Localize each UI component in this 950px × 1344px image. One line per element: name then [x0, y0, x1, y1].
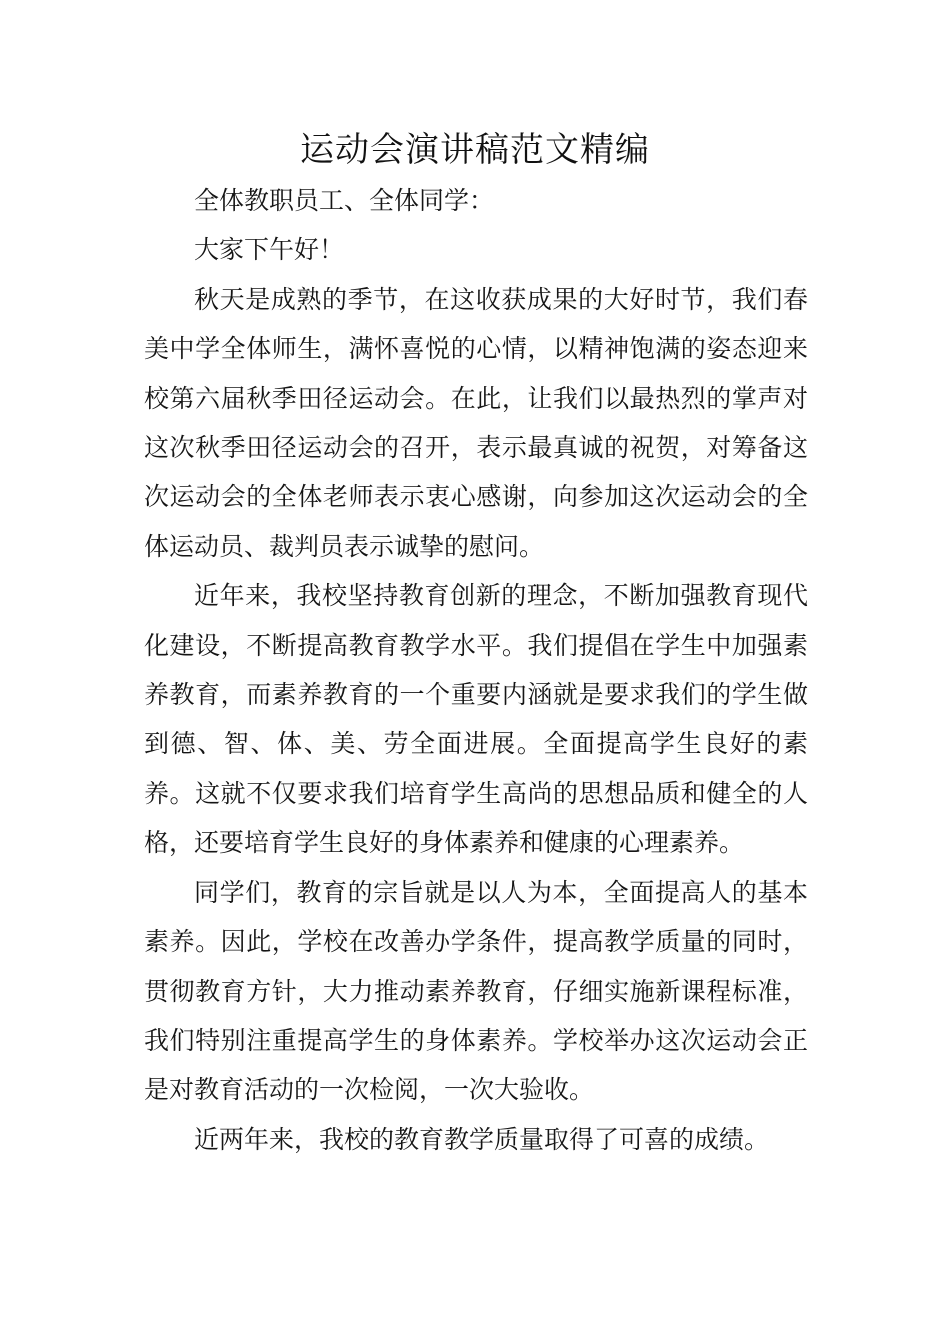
greeting-paragraph: 大家下午好！: [194, 235, 345, 265]
body-paragraph-1: 秋天是成熟的季节，在这收获成果的大好时节，我们春美中学全体师生，满怀喜悦的心情，以精神饱满的姿态迎来校第六届秋季田径运动会。在此，让我们以最热烈的掌声对这次秋季田径运动会的召开，表示最真诚的祝贺，对筹备这次运动会的全体老师表示衷心感谢，向参加这次运动会的全体运动员、裁判员表示诚挚的慰问。: [144, 284, 808, 561]
salutation-paragraph: 全体教职员工、全体同学：: [194, 186, 495, 215]
body-paragraph-3: 同学们，教育的宗旨就是以人为本，全面提高人的基本素养。因此，学校在改善办学条件，提高教学质量的同时，贯彻教育方针，大力推动素养教育，仔细实施新课程标准，我们特别注重提高学生的身体素养。学校举办这次运动会正是对教育活动的一次检阅，一次大验收。: [144, 877, 808, 1105]
body-paragraph-4: 近两年来，我校的教育教学质量取得了可喜的成绩。: [194, 1124, 770, 1154]
document-title: 运动会演讲稿范文精编: [300, 130, 650, 170]
document-body: [144, 176, 808, 1164]
body-paragraph-2: 近年来，我校坚持教育创新的理念，不断加强教育现代化建设，不断提高教育教学水平。我们提倡在学生中加强素养教育，而素养教育的一个重要内涵就是要求我们的学生做到德、智、体、美、劳全面进展。全面提高学生良好的素养。这就不仅要求我们培育学生高尚的思想品质和健全的人格，还要培育学生良好的身体素养和健康的心理素养。: [144, 581, 808, 858]
